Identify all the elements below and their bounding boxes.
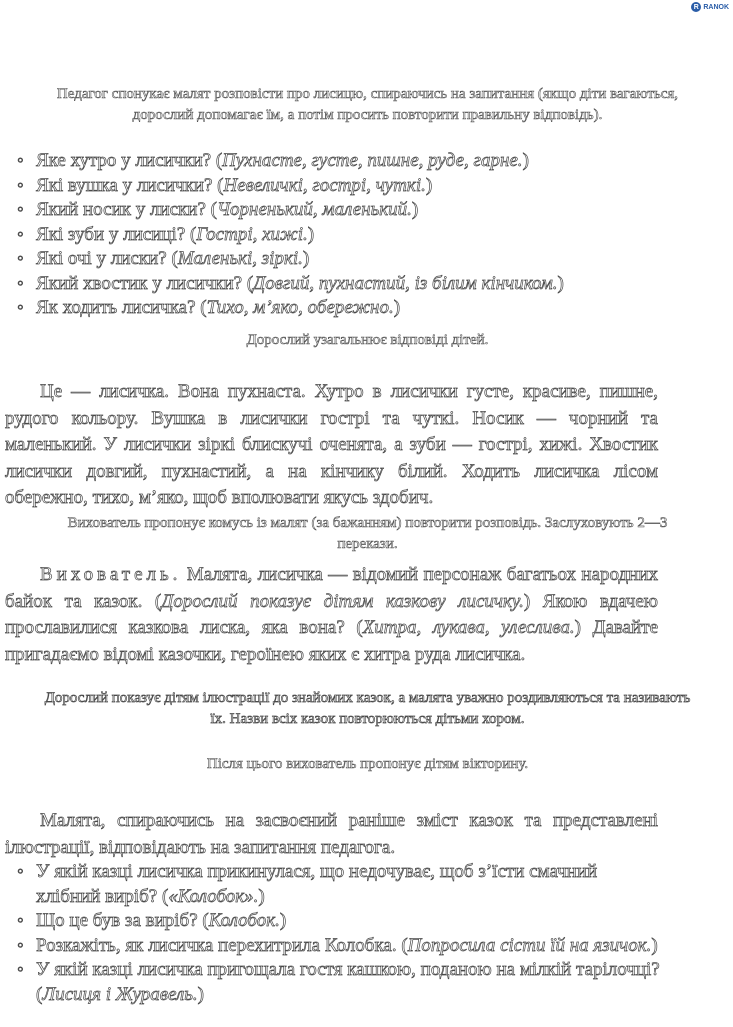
list-item: ◦ Що це був за виріб? (Колобок.) bbox=[0, 909, 660, 934]
speaker-label: Вихователь. bbox=[40, 564, 182, 585]
list-item: ◦ Яке хутро у лисички? (Пухнасте, густе, пишне, руде, гарне.) bbox=[0, 149, 700, 174]
publisher-logo bbox=[691, 2, 729, 12]
bullet-icon: ◦ bbox=[17, 297, 24, 318]
bullet-icon: ◦ bbox=[17, 174, 24, 196]
list-item: ◦ Який хвостик у лисички? (Довгий, пухнастий, із білим кінчиком.) bbox=[0, 272, 700, 297]
teacher-note-retell: Вихователь пропонує комусь із малят (за бажанням) повторити розповідь. Заслуховують 2—3 перекази. bbox=[67, 515, 668, 552]
bullet-icon: ◦ bbox=[17, 223, 24, 245]
list-item: ◦ Розкажіть, як лисичка перехитрила Колобка. (Попросила сісти їй на язичок.) bbox=[0, 934, 660, 959]
teacher-note-summary: Дорослий узагальнює відповіді дітей. bbox=[246, 332, 489, 348]
logo-icon: R bbox=[691, 2, 701, 12]
list-item: ◦ Який носик у лиски? (Чорненький, маленький.) bbox=[0, 198, 700, 223]
list-item: ◦ У якій казці лисичка прикинулася, що недочуває, щоб з’їсти смачний хлібний виріб? («Колобок».) bbox=[17, 861, 598, 907]
bullet-icon: ◦ bbox=[17, 150, 24, 171]
logo-text: RANOK bbox=[703, 3, 729, 11]
teacher-note-intro bbox=[40, 84, 695, 126]
bullet-icon: ◦ bbox=[17, 861, 24, 882]
teacher-note-illustrations: Дорослий показує дітям ілюстрації до знайомих казок, а малята уважно роздивляються та називають їх. Назви всіх казок повторюються дітьми хором. bbox=[44, 690, 691, 727]
bullet-icon: ◦ bbox=[17, 199, 24, 220]
question-list-tales bbox=[0, 860, 660, 1007]
quiz-intro-paragraph: Малята, спираючись на засвоєний раніше зміст казок та представлені ілюстрації, відповідають на запитання педагога. bbox=[5, 810, 658, 858]
bullet-icon: ◦ bbox=[17, 248, 24, 269]
bullet-icon: ◦ bbox=[17, 272, 24, 294]
question-list-fox bbox=[0, 149, 700, 321]
list-item: ◦ Які очі у лиски? (Маленькі, зіркі.) bbox=[0, 247, 700, 272]
teacher-note-quiz: Після цього вихователь пропонує дітям вікторину. bbox=[206, 756, 529, 772]
list-item: ◦ Які вушка у лисички? (Невеличкі, гострі, чуткі.) bbox=[0, 174, 700, 199]
list-item: ◦ Як ходить лисичка? (Тихо, м’яко, обережно.) bbox=[0, 296, 700, 321]
summary-paragraph: Це — лисичка. Вона пухнаста. Хутро в лисички густе, красиве, пишне, рудого кольору. Вушка в лисички гострі та чуткі. Носик — чорний та маленький. У лисички зіркі блискучі оченята, а зуби — гострі, хижі. Хвостик лисички довгий, пухнастий, а на кінчику білий. Ходить лисичка лісом обережно, тихо, м’яко, щоб вполювати якусь здобич. bbox=[5, 381, 658, 508]
educator-paragraph: Вихователь. Малята, лисичка — відомий персонаж багатьох народних байок та казок. (Дорослий показує дітям казкову лисичку.) Якою вдачею прославилися казкова лиска, яка вона? (Хитра, лукава, улеслива.) Давайте пригадаємо відомі казочки, героїнею яких є хитра руда лисичка. bbox=[5, 564, 659, 665]
bullet-icon: ◦ bbox=[17, 910, 24, 931]
list-item: ◦ Які зуби у лисиці? (Гострі, хижі.) bbox=[0, 223, 700, 248]
list-item: ◦ У якій казці лисичка пригощала гостя кашкою, поданою на мілкій тарілочці? (Лисиця і Журавель.) bbox=[17, 959, 660, 1005]
bullet-icon: ◦ bbox=[17, 934, 24, 956]
note-text: Педагог спонукає малят розповісти про лисицю, спираючись на запитання (якщо діти вагаються, дорослий допомагає їм, а потім просить повторити правильну відповідь). bbox=[56, 86, 679, 123]
bullet-icon: ◦ bbox=[17, 959, 24, 980]
